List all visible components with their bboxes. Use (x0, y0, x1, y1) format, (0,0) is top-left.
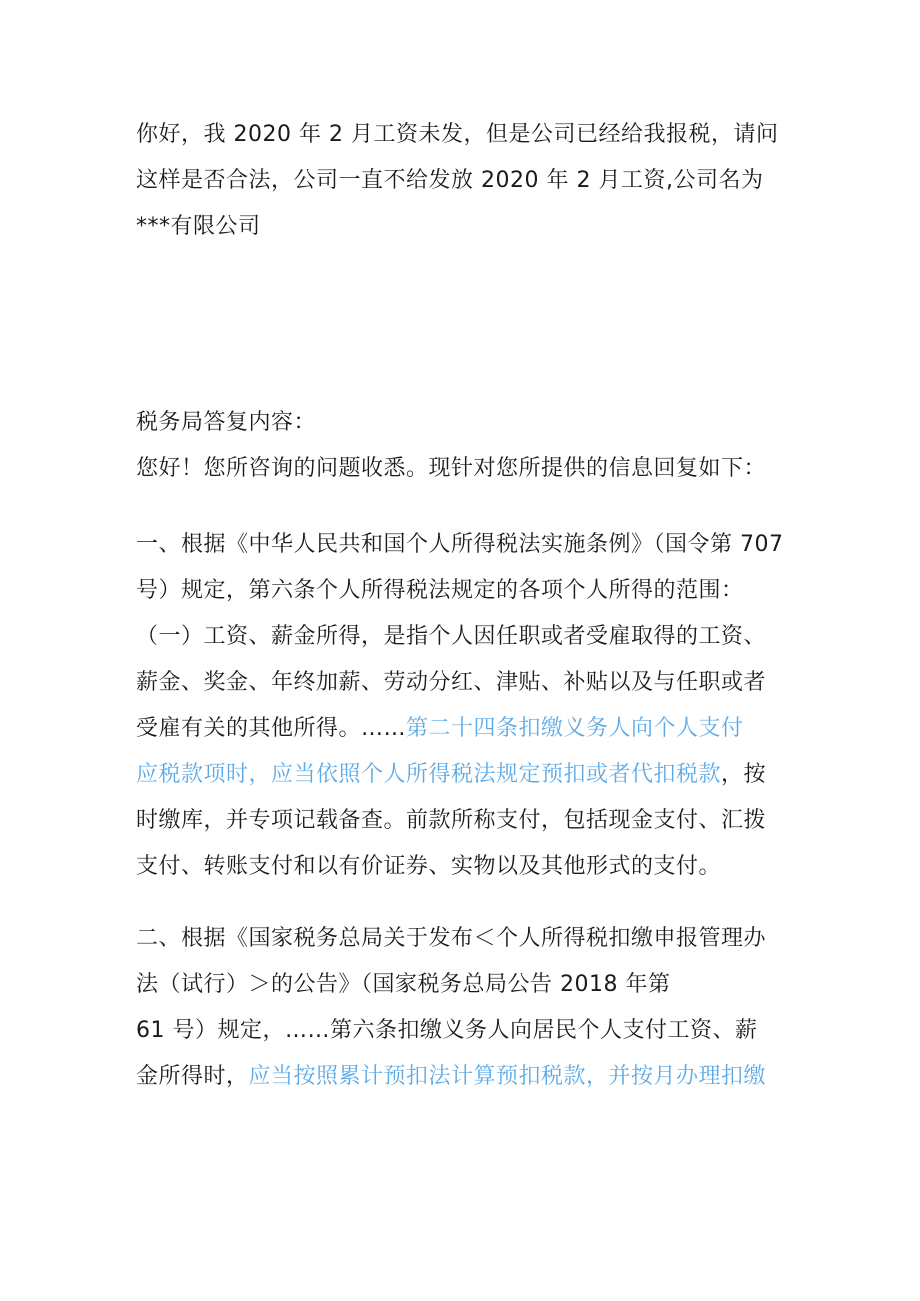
document-page (136, 112, 786, 1100)
spacer (136, 492, 786, 522)
section-2-line-2: 法（试行）＞的公告》（国家税务总局公告 2018 年第 (136, 972, 671, 997)
section-2-line-3: 61 号）规定，……第六条扣缴义务人向居民个人支付工资、薪 (136, 1018, 758, 1043)
section-2-line-4 (136, 1054, 786, 1100)
question-line-2: 这样是否合法，公司一直不给发放 2020 年 2 月工资,公司名为 (136, 168, 764, 193)
answer-intro (136, 400, 786, 492)
answer-greeting: 您好！您所咨询的问题收悉。现针对您所提供的信息回复如下： (136, 456, 767, 481)
section-1-line-8: 支付、转账支付和以有价证券、实物以及其他形式的支付。 (136, 854, 722, 879)
question-line-3: ***有限公司 (136, 214, 261, 239)
section-1-paragraph (136, 522, 786, 890)
highlighted-text: 第二十四条扣缴义务人向个人支付 (406, 716, 744, 741)
section-1-line-2: 号）规定，第六条个人所得税法规定的各项个人所得的范围： (136, 578, 744, 603)
section-1-line-7: 时缴库，并专项记载备查。前款所称支付，包括现金支付、汇拨 (136, 808, 767, 833)
question-paragraph (136, 112, 786, 250)
spacer (136, 250, 786, 400)
answer-heading: 税务局答复内容： (136, 410, 317, 435)
section-2-line-4-text: 金所得时， (136, 1064, 249, 1089)
section-1-line-4: 薪金、奖金、年终加薪、劳动分红、津贴、补贴以及与任职或者 (136, 670, 767, 695)
question-line-1: 你好，我 2020 年 2 月工资未发，但是公司已经给我报税，请问 (136, 122, 779, 147)
section-2-paragraph (136, 916, 786, 1100)
section-1-line-5-text: 受雇有关的其他所得。…… (136, 716, 407, 741)
section-1-line-1: 一、根据《中华人民共和国个人所得税法实施条例》（国令第 707 (136, 532, 784, 557)
section-1-line-6 (136, 752, 786, 798)
highlighted-text: 应当按照累计预扣法计算预扣税款，并按月办理扣缴 (248, 1064, 767, 1089)
section-1-line-3: （一）工资、薪金所得，是指个人因任职或者受雇取得的工资、 (136, 624, 767, 649)
spacer (136, 890, 786, 916)
section-2-line-1: 二、根据《国家税务总局关于发布＜个人所得税扣缴申报管理办 (136, 926, 767, 951)
section-1-line-5 (136, 706, 786, 752)
section-1-line-6-text: ，按 (721, 762, 767, 787)
highlighted-text: 应税款项时，应当依照个人所得税法规定预扣或者代扣税款 (136, 762, 722, 787)
